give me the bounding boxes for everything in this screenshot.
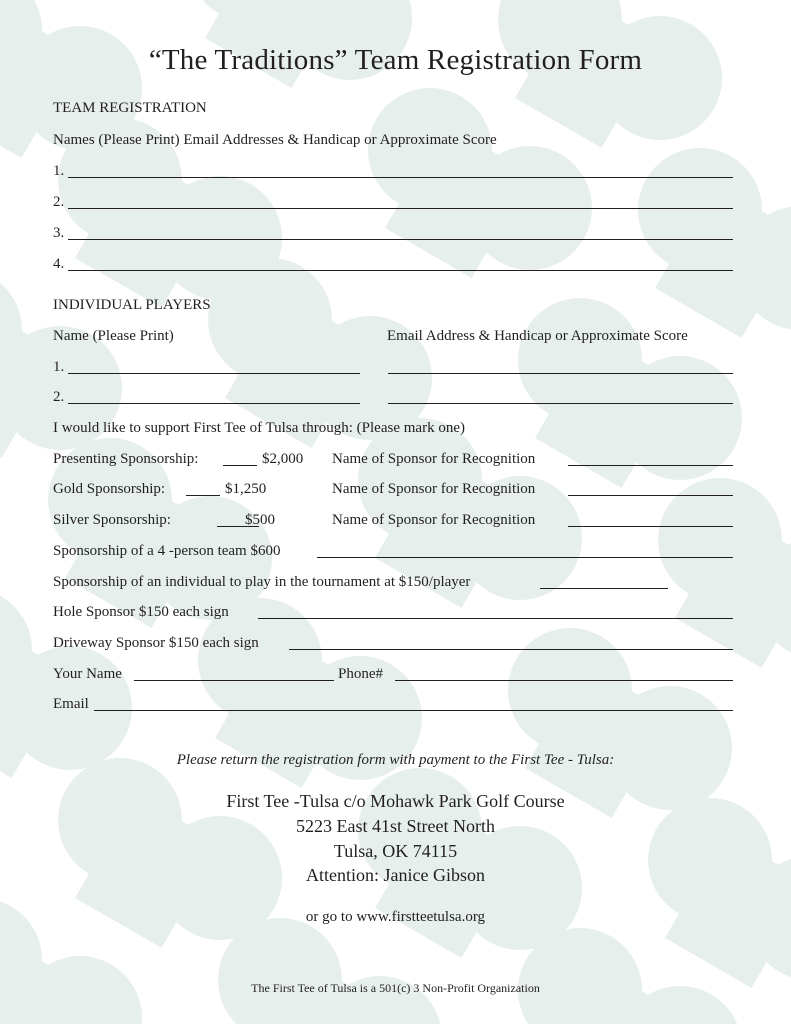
gold-sponsorship-mark-line[interactable]	[186, 495, 220, 496]
team-registration-heading: TEAM REGISTRATION	[53, 100, 207, 116]
support-prompt: I would like to support First Tee of Tulsa through: (Please mark one)	[53, 420, 465, 436]
phone-label: Phone#	[338, 666, 383, 682]
presenting-recognition-line[interactable]	[568, 465, 733, 466]
individual-row-2-name-line[interactable]	[68, 403, 360, 404]
silver-recognition-line[interactable]	[568, 526, 733, 527]
team-row-1-number: 1.	[53, 163, 65, 179]
individual-row-2-number: 2.	[53, 389, 65, 405]
individual-row-2-email-line[interactable]	[388, 403, 733, 404]
individual-row-1-email-line[interactable]	[388, 373, 733, 374]
attention-line: Attention: Janice Gibson	[306, 865, 485, 885]
phone-line[interactable]	[395, 680, 733, 681]
individual-players-heading: INDIVIDUAL PLAYERS	[53, 297, 211, 313]
email-label: Email	[53, 696, 89, 712]
presenting-sponsorship-label: Presenting Sponsorship:	[53, 451, 199, 467]
silver-sponsorship-price: $500	[245, 512, 275, 528]
gold-sponsorship-price: $1,250	[225, 481, 267, 497]
team-sponsorship-line[interactable]	[317, 557, 733, 558]
team-row-4-line[interactable]	[68, 270, 733, 271]
team-sponsorship-label: Sponsorship of a 4 -person team $600	[53, 543, 281, 559]
hole-sponsor-line[interactable]	[258, 618, 733, 619]
individual-row-1-name-line[interactable]	[68, 373, 360, 374]
team-registration-subheading: Names (Please Print) Email Addresses & Handicap or Approximate Score	[53, 132, 497, 148]
presenting-sponsorship-price: $2,000	[262, 451, 304, 467]
hole-sponsor-label: Hole Sponsor $150 each sign	[53, 604, 229, 620]
individual-name-label: Name (Please Print)	[53, 328, 174, 344]
gold-recognition-label: Name of Sponsor for Recognition	[332, 481, 536, 497]
page-title: “The Traditions” Team Registration Form	[148, 44, 643, 76]
your-name-label: Your Name	[53, 666, 122, 682]
address-line-2: 5223 East 41st Street North	[296, 816, 495, 836]
your-name-line[interactable]	[134, 680, 334, 681]
team-row-2-number: 2.	[53, 194, 65, 210]
team-row-2-line[interactable]	[68, 208, 733, 209]
address-line-1: First Tee -Tulsa c/o Mohawk Park Golf Course	[226, 791, 565, 811]
presenting-recognition-label: Name of Sponsor for Recognition	[332, 451, 536, 467]
team-row-1-line[interactable]	[68, 177, 733, 178]
presenting-sponsorship-mark-line[interactable]	[223, 465, 257, 466]
email-line[interactable]	[94, 710, 733, 711]
gold-sponsorship-label: Gold Sponsorship:	[53, 481, 166, 497]
footer-note: The First Tee of Tulsa is a 501(c) 3 Non-Profit Organization	[251, 981, 540, 995]
individual-sponsorship-line[interactable]	[540, 588, 668, 589]
team-row-3-number: 3.	[53, 225, 65, 241]
driveway-sponsor-line[interactable]	[289, 649, 733, 650]
gold-recognition-line[interactable]	[568, 495, 733, 496]
address-line-3: Tulsa, OK 74115	[333, 841, 458, 861]
silver-sponsorship-label: Silver Sponsorship:	[53, 512, 171, 528]
individual-sponsorship-label: Sponsorship of an individual to play in the tournament at $150/player	[53, 574, 471, 590]
individual-email-label: Email Address & Handicap or Approximate Score	[387, 328, 688, 344]
individual-row-1-number: 1.	[53, 359, 65, 375]
team-row-4-number: 4.	[53, 256, 65, 272]
silver-recognition-label: Name of Sponsor for Recognition	[332, 512, 536, 528]
team-row-3-line[interactable]	[68, 239, 733, 240]
website-link[interactable]: or go to www.firstteetulsa.org	[305, 909, 486, 925]
return-instruction: Please return the registration form with payment to the First Tee - Tulsa:	[176, 752, 615, 768]
driveway-sponsor-label: Driveway Sponsor $150 each sign	[53, 635, 259, 651]
